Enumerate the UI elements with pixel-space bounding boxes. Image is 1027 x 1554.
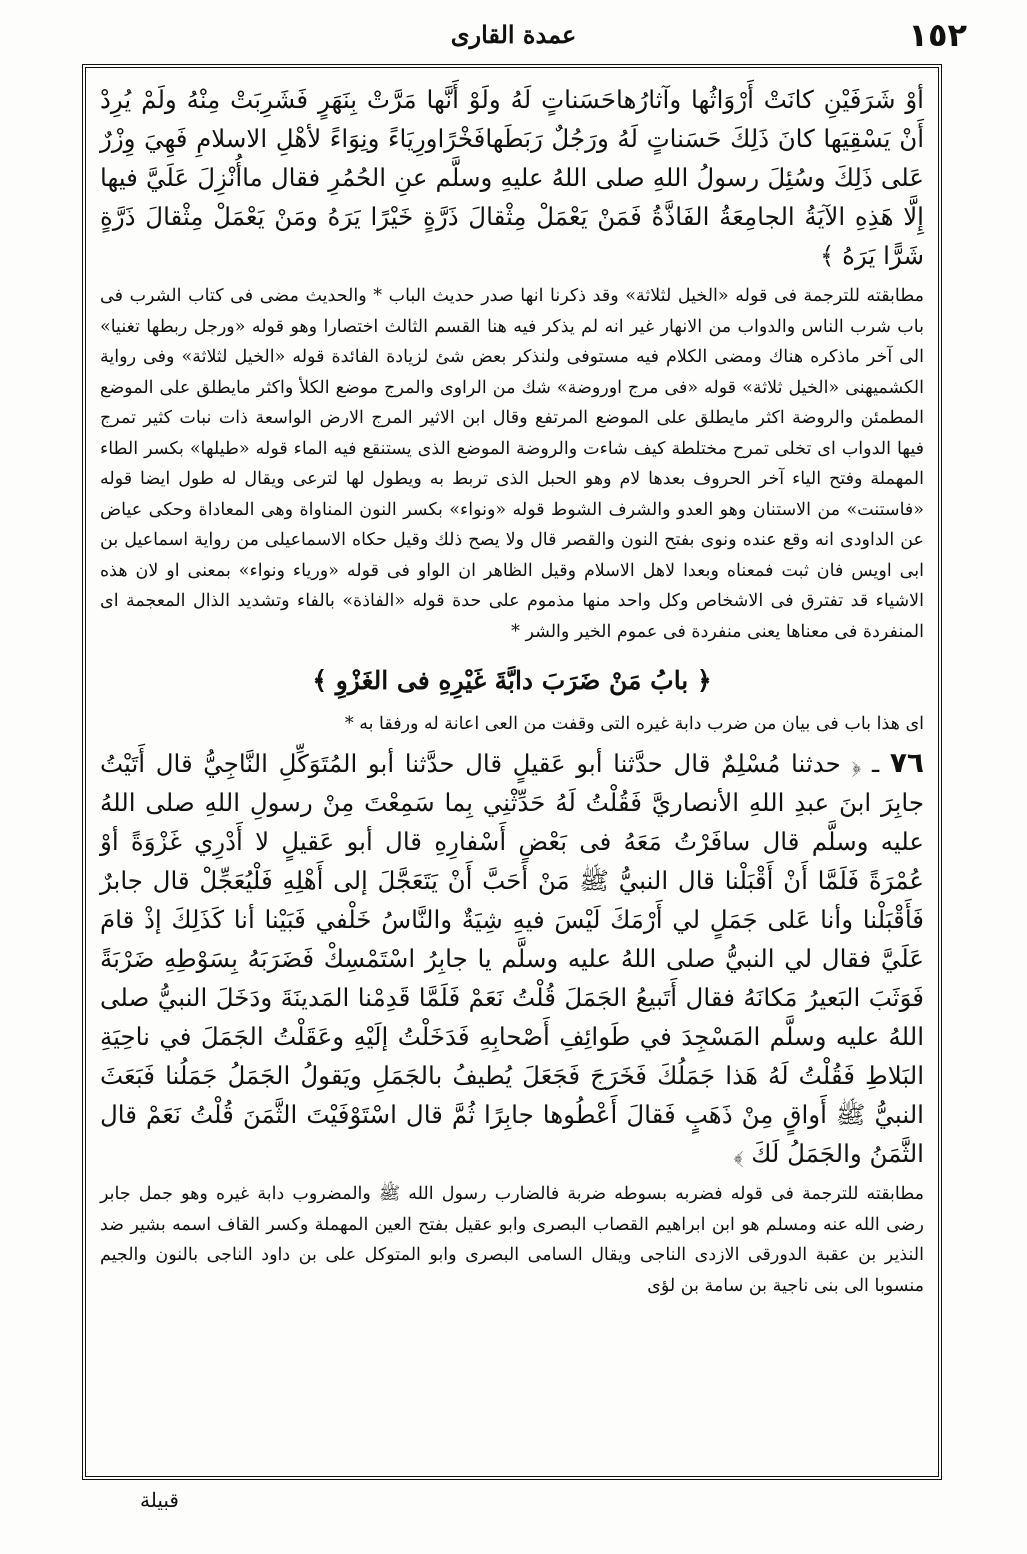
catchword: قبيلة xyxy=(140,1488,179,1512)
chapter-heading: ﴿ بابُ مَنْ ضَرَبَ دابَّةَ غَيْرِهِ فى الغَزْوِ ﴾ xyxy=(312,666,712,695)
hadith-text-second xyxy=(100,743,924,1173)
hadith-text-top: أوْ شَرَفَيْنِ كانَتْ أَرْوَاثُها وآثارُهاحَسَناتٍ لَهُ ولَوْ أَنَّها مَرَّتْ بِنَهَرٍ فَشَرِبَتْ مِنْهُ ولَمْ يُرِدْ أَنْ يَسْقِيَها كانَ ذَلِكَ حَسَناتٍ لَهُ ورَجُلٌ رَبَطَهافَخْرًاورِيَاءً ونِوَاءً لأهْلِ الاسلامِ فَهِيَ وِزْرٌ عَلى ذَلِكَ وسُئِلَ رسولُ اللهِ صلى اللهُ عليهِ وسلَّم عنِ الحُمُرِ فقال ماأُنْزِلَ عَلَيَّ فيها إِلَّا هَذِهِ الآيَةُ الجامِعَةُ الفَاذَّةُ فَمَنْ يَعْمَلْ مِثْقالَ ذَرَّةٍ خَيْرًا يَرَهُ ومَنْ يَعْمَلْ مِثْقالَ ذَرَّةٍ شَرًّا يَرَهُ ﴾ xyxy=(100,85,924,270)
page-number: ١٥٢ xyxy=(908,16,967,54)
commentary-bottom: مطابقته للترجمة فى قوله فضربه بسوطه ضربة فالضارب رسول الله ﷺ والمضروب دابة غيره وهو جمل جابر رضى الله عنه ومسلم هو ابن ابراهيم القصاب البصرى وابو عقيل بفتح العين المهملة وكسر القاف اسمه بشير ضد النذير بن عقبة الدورقى الازدى الناجى ويقال السامى البصرى وابو المتوكل على بن داود الناجى بالنون والجيم منسوبا الى بنى ناجية بن سامة بن لؤى xyxy=(100,1184,924,1296)
running-title: عمدة القارى xyxy=(450,20,577,49)
hadith-body: ـ ﴿ حدثنا مُسْلِمٌ قال حدَّثنا أبو عَقيلٍ قال حدَّثنا أبو المُتَوَكِّلِ النَّاجِيُّ قال أَتَيْتُ جابِرَ ابنَ عبدِ اللهِ الأنصاريَّ فَقُلْتُ لَهُ حَدِّثْنِي بِما سَمِعْتَ مِنْ رسولِ اللهِ صلى اللهُ عليه وسلَّم قال سافَرْتُ مَعَهُ فى بَعْضِ أَسْفارِهِ قال أبو عَقيلٍ لا أَدْرِي غَزْوَةً أوْ عُمْرَةً فَلَمَّا أَنْ أَقْبَلْنا قال النبيُّ ﷺ مَنْ أَحَبَّ أَنْ يَتَعَجَّلَ إلى أَهْلِهِ فَلْيُعَجِّلْ قال جابرٌ فَأَقْبَلْنا وأنا عَلى جَمَلٍ لي أَرْمَكَ لَيْسَ فيهِ شِيَةٌ والنَّاسُ خَلْفي فَبَيْنا أنا كَذَلِكَ إذْ قامَ عَلَيَّ فقال لي النبيُّ صلى اللهُ عليه وسلَّم يا جابِرُ اسْتَمْسِكْ فَضَرَبَهُ بِسَوْطِهِ ضَرْبَةً فَوَثَبَ البَعيرُ مَكانَهُ فقال أَتَبيعُ الجَمَلَ قُلْتُ نَعَمْ فَلَمَّا قَدِمْنا المَدينَةَ ودَخَلَ النبيُّ صلى اللهُ عليه وسلَّم المَسْجِدَ في طَوائِفِ أَصْحابِهِ فَدَخَلْتُ إلَيْهِ وعَقَلْتُ الجَمَلَ في ناحِيَةِ البَلاطِ فَقُلْتُ لَهُ هَذا جَمَلُكَ فَخَرَجَ فَجَعَلَ يُطيفُ بالجَمَلِ ويَقولُ الجَمَلُ جَمَلُنا فَبَعَثَ النبيُّ ﷺ أَواقٍ مِنْ ذَهَبٍ فَقالَ أَعْطُوها جابِرًا ثُمَّ قال اسْتَوْفَيْتَ الثَّمَنَ قُلْتُ نَعَمْ قال الثَّمَنُ والجَمَلُ لَكَ ﴾ xyxy=(100,749,925,1168)
chapter-gloss: اى هذا باب فى بيان من ضرب دابة غيره التى وقفت من العى اعانة له ورفقا به * xyxy=(344,714,924,734)
commentary-top: مطابقته للترجمة فى قوله «الخيل لثلاثة» وقد ذكرنا انها صدر حديث الباب * والحديث مضى فى كتاب الشرب فى باب شرب الناس والدواب من الانهار غير انه لم يذكر فيه هنا القسم الثالث اختصارا وهو قوله «ورجل ربطها تغنيا» الى آخر ماذكره هناك ومضى الكلام فيه مستوفى ولنذكر بعض شئ لزيادة الفائدة قوله «الخيل لثلاثة» وفى رواية الكشميهنى «الخيل ثلاثة» قوله «فى مرج اوروضة» شك من الراوى والمرج موضع الكلأ واكثر مايطلق على الموضع المطمئن والروضة اكثر مايطلق على الموضع المرتفع وقال ابن الاثير المرج الارض الواسعة ذات نبات كثير تمرج فيها الدواب اى تخلى تمرح مختلطة كيف شاءت والروضة الموضع الذى يستنقع فيه الماء قوله «طيلها» بكسر الطاء المهملة وفتح الياء آخر الحروف بعدها لام وهو الحبل الذى تربط به ويطول لها لترعى ويقال له طول ايضا قوله «فاستنت» من الاستنان وهو العدو والشرف الشوط قوله «ونواء» بكسر النون المناواة وهى المعاداة وحكى عياض عن الداودى انه وقع عنده ونوى بفتح النون والقصر قال ولا يصح ذلك وقيل حكاه الاسماعيلى من رواية اسماعيل بن ابى اويس فان ثبت فمعناه وبعدا لاهل الاسلام وقيل الظاهر ان الواو فى قوله «ورياء ونواء» بمعنى او لان هذه الاشياء قد تفترق فى الاشخاص وكل واحد منها مذموم على حدة قوله «الفاذة» بالفاء وتشديد الذال المعجمة اى المنفردة فى معناها يعنى منفردة فى عموم الخير والشر * xyxy=(100,286,924,642)
text-frame xyxy=(82,64,942,1480)
hadith-number: ٧٦ xyxy=(889,746,925,779)
page-header xyxy=(0,10,1027,60)
